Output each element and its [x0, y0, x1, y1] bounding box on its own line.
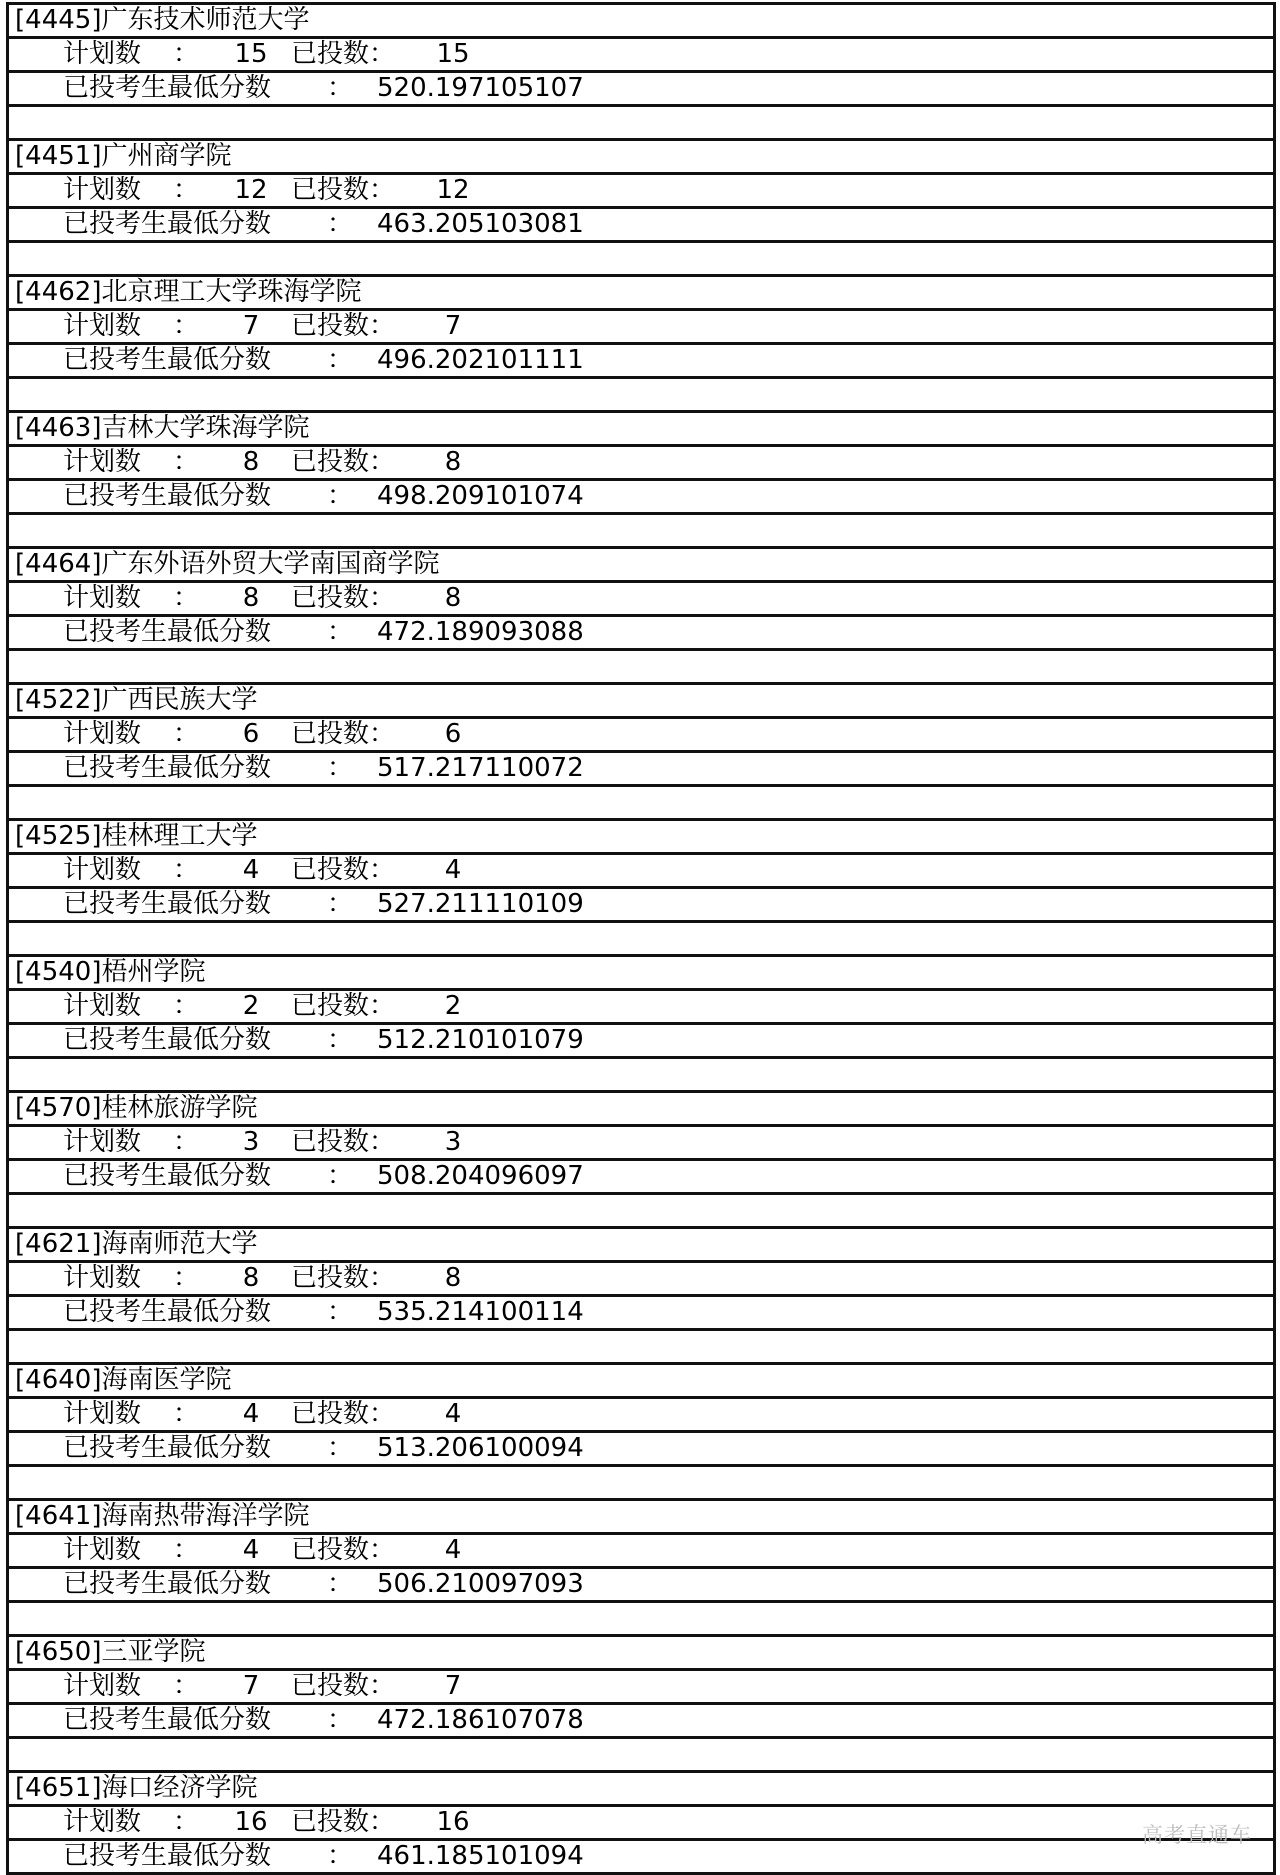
- code-close-bracket: ]: [91, 277, 102, 307]
- min-score-value: 512.210101079: [377, 1025, 584, 1055]
- spacer-row: [9, 1059, 1273, 1093]
- school-code: 4621: [25, 1229, 92, 1259]
- cast-count: 4: [444, 1399, 462, 1429]
- min-score-colon: ：: [327, 345, 354, 375]
- plan-row: [9, 1263, 1273, 1297]
- plan-label: 计划数: [63, 311, 142, 341]
- cast-count: 8: [444, 1263, 462, 1293]
- school-code: 4522: [25, 685, 92, 715]
- plan-colon: ：: [173, 719, 200, 749]
- cast-count: 3: [444, 1127, 462, 1157]
- spacer-row: [9, 515, 1273, 549]
- plan-colon: ：: [173, 1807, 200, 1837]
- plan-row: [9, 1127, 1273, 1161]
- code-open-bracket: [: [15, 685, 26, 715]
- school-name-row: [9, 1365, 1273, 1399]
- min-score-row: [9, 1705, 1273, 1739]
- plan-row: [9, 311, 1273, 345]
- school-block: [9, 957, 1273, 1093]
- cast-count: 8: [444, 583, 462, 613]
- spacer-row: [9, 651, 1273, 685]
- min-score-value: 472.189093088: [377, 617, 584, 647]
- school-name: 广东外语外贸大学南国商学院: [101, 549, 440, 579]
- min-score-row: [9, 1433, 1273, 1467]
- cast-label: 已投数：: [291, 1807, 396, 1837]
- min-score-row: [9, 209, 1273, 243]
- school-block: [9, 821, 1273, 957]
- plan-row: [9, 175, 1273, 209]
- school-code: 4640: [25, 1365, 92, 1395]
- school-name-row: [9, 1773, 1273, 1807]
- plan-label: 计划数: [63, 1807, 142, 1837]
- school-code: 4525: [25, 821, 92, 851]
- plan-colon: ：: [173, 175, 200, 205]
- cast-count: 4: [444, 1535, 462, 1565]
- school-name: 桂林理工大学: [101, 821, 258, 851]
- plan-row: [9, 447, 1273, 481]
- min-score-value: 496.202101111: [377, 345, 584, 375]
- school-name-row: [9, 957, 1273, 991]
- cast-label: 已投数：: [291, 1535, 396, 1565]
- min-score-colon: ：: [327, 481, 354, 511]
- min-score-row: [9, 73, 1273, 107]
- plan-row: [9, 1807, 1273, 1841]
- school-code: 4641: [25, 1501, 92, 1531]
- spacer-row: [9, 1331, 1273, 1365]
- school-name-row: [9, 277, 1273, 311]
- plan-label: 计划数: [63, 719, 142, 749]
- min-score-label: 已投考生最低分数: [63, 73, 272, 103]
- plan-colon: ：: [173, 1127, 200, 1157]
- cast-label: 已投数：: [291, 855, 396, 885]
- code-open-bracket: [: [15, 1501, 26, 1531]
- plan-label: 计划数: [63, 1263, 142, 1293]
- cast-count: 2: [444, 991, 462, 1021]
- min-score-colon: ：: [327, 1705, 354, 1735]
- min-score-label: 已投考生最低分数: [63, 1025, 272, 1055]
- spacer-row: [9, 1195, 1273, 1229]
- cast-label: 已投数：: [291, 1399, 396, 1429]
- cast-label: 已投数：: [291, 1671, 396, 1701]
- cast-label: 已投数：: [291, 39, 396, 69]
- min-score-row: [9, 1161, 1273, 1195]
- code-close-bracket: ]: [91, 5, 102, 35]
- code-close-bracket: ]: [91, 821, 102, 851]
- school-code: 4651: [25, 1773, 92, 1803]
- plan-label: 计划数: [63, 1535, 142, 1565]
- admission-table: [6, 2, 1276, 1875]
- plan-row: [9, 1535, 1273, 1569]
- school-name-row: [9, 141, 1273, 175]
- spacer-row: [9, 379, 1273, 413]
- code-open-bracket: [: [15, 549, 26, 579]
- code-close-bracket: ]: [91, 685, 102, 715]
- school-name-row: [9, 1229, 1273, 1263]
- plan-count: 16: [234, 1807, 268, 1837]
- school-name: 广西民族大学: [101, 685, 258, 715]
- min-score-value: 461.185101094: [377, 1841, 584, 1871]
- code-open-bracket: [: [15, 1365, 26, 1395]
- min-score-row: [9, 1569, 1273, 1603]
- plan-row: [9, 583, 1273, 617]
- plan-colon: ：: [173, 447, 200, 477]
- min-score-colon: ：: [327, 1025, 354, 1055]
- code-close-bracket: ]: [91, 1773, 102, 1803]
- min-score-label: 已投考生最低分数: [63, 1297, 272, 1327]
- min-score-value: 517.217110072: [377, 753, 584, 783]
- plan-label: 计划数: [63, 175, 142, 205]
- cast-label: 已投数：: [291, 311, 396, 341]
- school-code: 4445: [25, 5, 92, 35]
- plan-row: [9, 855, 1273, 889]
- plan-count: 4: [242, 1399, 260, 1429]
- plan-colon: ：: [173, 39, 200, 69]
- school-name-row: [9, 821, 1273, 855]
- cast-label: 已投数：: [291, 583, 396, 613]
- code-close-bracket: ]: [91, 413, 102, 443]
- min-score-label: 已投考生最低分数: [63, 617, 272, 647]
- school-block: [9, 1229, 1273, 1365]
- school-block: [9, 1093, 1273, 1229]
- min-score-colon: ：: [327, 73, 354, 103]
- spacer-row: [9, 1603, 1273, 1637]
- plan-colon: ：: [173, 1263, 200, 1293]
- code-close-bracket: ]: [91, 141, 102, 171]
- min-score-value: 498.209101074: [377, 481, 584, 511]
- school-block: [9, 1365, 1273, 1501]
- plan-label: 计划数: [63, 1671, 142, 1701]
- plan-colon: ：: [173, 1399, 200, 1429]
- min-score-label: 已投考生最低分数: [63, 1161, 272, 1191]
- plan-row: [9, 991, 1273, 1025]
- school-name-row: [9, 5, 1273, 39]
- plan-count: 8: [242, 583, 260, 613]
- min-score-value: 508.204096097: [377, 1161, 584, 1191]
- school-name: 桂林旅游学院: [101, 1093, 258, 1123]
- code-open-bracket: [: [15, 277, 26, 307]
- plan-colon: ：: [173, 311, 200, 341]
- min-score-row: [9, 1297, 1273, 1331]
- spacer-row: [9, 1739, 1273, 1773]
- spacer-row: [9, 1467, 1273, 1501]
- school-code: 4570: [25, 1093, 92, 1123]
- watermark-text: 高考直通车: [1142, 1823, 1252, 1847]
- school-name-row: [9, 1501, 1273, 1535]
- school-block: [9, 685, 1273, 821]
- plan-count: 4: [242, 855, 260, 885]
- min-score-label: 已投考生最低分数: [63, 481, 272, 511]
- school-block: [9, 549, 1273, 685]
- school-name: 海南热带海洋学院: [101, 1501, 310, 1531]
- code-close-bracket: ]: [91, 1093, 102, 1123]
- plan-count: 7: [242, 311, 260, 341]
- min-score-row: [9, 1025, 1273, 1059]
- min-score-value: 506.210097093: [377, 1569, 584, 1599]
- plan-label: 计划数: [63, 583, 142, 613]
- plan-label: 计划数: [63, 991, 142, 1021]
- school-name: 梧州学院: [101, 957, 206, 987]
- cast-label: 已投数：: [291, 1127, 396, 1157]
- cast-count: 15: [436, 39, 470, 69]
- school-name: 海口经济学院: [101, 1773, 258, 1803]
- school-code: 4650: [25, 1637, 92, 1667]
- school-name-row: [9, 1637, 1273, 1671]
- code-open-bracket: [: [15, 141, 26, 171]
- school-name: 海南医学院: [101, 1365, 232, 1395]
- school-name: 北京理工大学珠海学院: [101, 277, 362, 307]
- plan-label: 计划数: [63, 39, 142, 69]
- code-open-bracket: [: [15, 821, 26, 851]
- school-block: [9, 141, 1273, 277]
- spacer-row: [9, 107, 1273, 141]
- plan-count: 15: [234, 39, 268, 69]
- plan-count: 7: [242, 1671, 260, 1701]
- min-score-label: 已投考生最低分数: [63, 1569, 272, 1599]
- min-score-label: 已投考生最低分数: [63, 345, 272, 375]
- min-score-colon: ：: [327, 889, 354, 919]
- plan-count: 6: [242, 719, 260, 749]
- min-score-colon: ：: [327, 1297, 354, 1327]
- min-score-label: 已投考生最低分数: [63, 1433, 272, 1463]
- code-open-bracket: [: [15, 1773, 26, 1803]
- plan-row: [9, 39, 1273, 73]
- min-score-label: 已投考生最低分数: [63, 1705, 272, 1735]
- cast-label: 已投数：: [291, 175, 396, 205]
- code-open-bracket: [: [15, 957, 26, 987]
- plan-colon: ：: [173, 1535, 200, 1565]
- plan-count: 4: [242, 1535, 260, 1565]
- school-block: [9, 1637, 1273, 1773]
- min-score-row: [9, 481, 1273, 515]
- school-block: [9, 1501, 1273, 1637]
- school-code: 4462: [25, 277, 92, 307]
- cast-count: 16: [436, 1807, 470, 1837]
- code-open-bracket: [: [15, 1229, 26, 1259]
- code-close-bracket: ]: [91, 957, 102, 987]
- code-open-bracket: [: [15, 5, 26, 35]
- min-score-value: 520.197105107: [377, 73, 584, 103]
- min-score-value: 463.205103081: [377, 209, 584, 239]
- min-score-colon: ：: [327, 1433, 354, 1463]
- plan-count: 8: [242, 447, 260, 477]
- cast-count: 7: [444, 1671, 462, 1701]
- plan-count: 12: [234, 175, 268, 205]
- school-block: [9, 413, 1273, 549]
- plan-count: 3: [242, 1127, 260, 1157]
- school-name-row: [9, 685, 1273, 719]
- plan-label: 计划数: [63, 1127, 142, 1157]
- min-score-row: [9, 753, 1273, 787]
- cast-count: 8: [444, 447, 462, 477]
- min-score-colon: ：: [327, 617, 354, 647]
- min-score-value: 513.206100094: [377, 1433, 584, 1463]
- school-code: 4464: [25, 549, 92, 579]
- code-close-bracket: ]: [91, 549, 102, 579]
- school-name: 海南师范大学: [101, 1229, 258, 1259]
- school-code: 4463: [25, 413, 92, 443]
- min-score-label: 已投考生最低分数: [63, 1841, 272, 1871]
- min-score-row: [9, 1841, 1273, 1875]
- school-name: 吉林大学珠海学院: [101, 413, 310, 443]
- school-name-row: [9, 413, 1273, 447]
- cast-count: 4: [444, 855, 462, 885]
- plan-row: [9, 719, 1273, 753]
- school-name-row: [9, 549, 1273, 583]
- plan-row: [9, 1399, 1273, 1433]
- code-open-bracket: [: [15, 413, 26, 443]
- school-name: 广东技术师范大学: [101, 5, 310, 35]
- min-score-value: 535.214100114: [377, 1297, 584, 1327]
- plan-label: 计划数: [63, 447, 142, 477]
- plan-count: 8: [242, 1263, 260, 1293]
- school-name: 广州商学院: [101, 141, 232, 171]
- cast-count: 6: [444, 719, 462, 749]
- cast-count: 12: [436, 175, 470, 205]
- school-code: 4540: [25, 957, 92, 987]
- min-score-colon: ：: [327, 1569, 354, 1599]
- cast-count: 7: [444, 311, 462, 341]
- min-score-value: 472.186107078: [377, 1705, 584, 1735]
- code-close-bracket: ]: [91, 1229, 102, 1259]
- code-close-bracket: ]: [91, 1637, 102, 1667]
- min-score-row: [9, 345, 1273, 379]
- cast-label: 已投数：: [291, 447, 396, 477]
- school-code: 4451: [25, 141, 92, 171]
- plan-label: 计划数: [63, 855, 142, 885]
- min-score-colon: ：: [327, 753, 354, 783]
- school-block: [9, 1773, 1273, 1875]
- min-score-value: 527.211110109: [377, 889, 584, 919]
- min-score-colon: ：: [327, 1161, 354, 1191]
- code-open-bracket: [: [15, 1093, 26, 1123]
- cast-label: 已投数：: [291, 1263, 396, 1293]
- plan-count: 2: [242, 991, 260, 1021]
- school-block: [9, 5, 1273, 141]
- min-score-row: [9, 889, 1273, 923]
- min-score-label: 已投考生最低分数: [63, 209, 272, 239]
- school-name: 三亚学院: [101, 1637, 206, 1667]
- plan-colon: ：: [173, 1671, 200, 1701]
- spacer-row: [9, 923, 1273, 957]
- plan-colon: ：: [173, 991, 200, 1021]
- school-name-row: [9, 1093, 1273, 1127]
- spacer-row: [9, 243, 1273, 277]
- plan-colon: ：: [173, 855, 200, 885]
- code-close-bracket: ]: [91, 1365, 102, 1395]
- min-score-colon: ：: [327, 209, 354, 239]
- cast-label: 已投数：: [291, 991, 396, 1021]
- spacer-row: [9, 787, 1273, 821]
- plan-label: 计划数: [63, 1399, 142, 1429]
- cast-label: 已投数：: [291, 719, 396, 749]
- code-open-bracket: [: [15, 1637, 26, 1667]
- min-score-row: [9, 617, 1273, 651]
- min-score-colon: ：: [327, 1841, 354, 1871]
- min-score-label: 已投考生最低分数: [63, 753, 272, 783]
- min-score-label: 已投考生最低分数: [63, 889, 272, 919]
- plan-colon: ：: [173, 583, 200, 613]
- plan-row: [9, 1671, 1273, 1705]
- school-block: [9, 277, 1273, 413]
- code-close-bracket: ]: [91, 1501, 102, 1531]
